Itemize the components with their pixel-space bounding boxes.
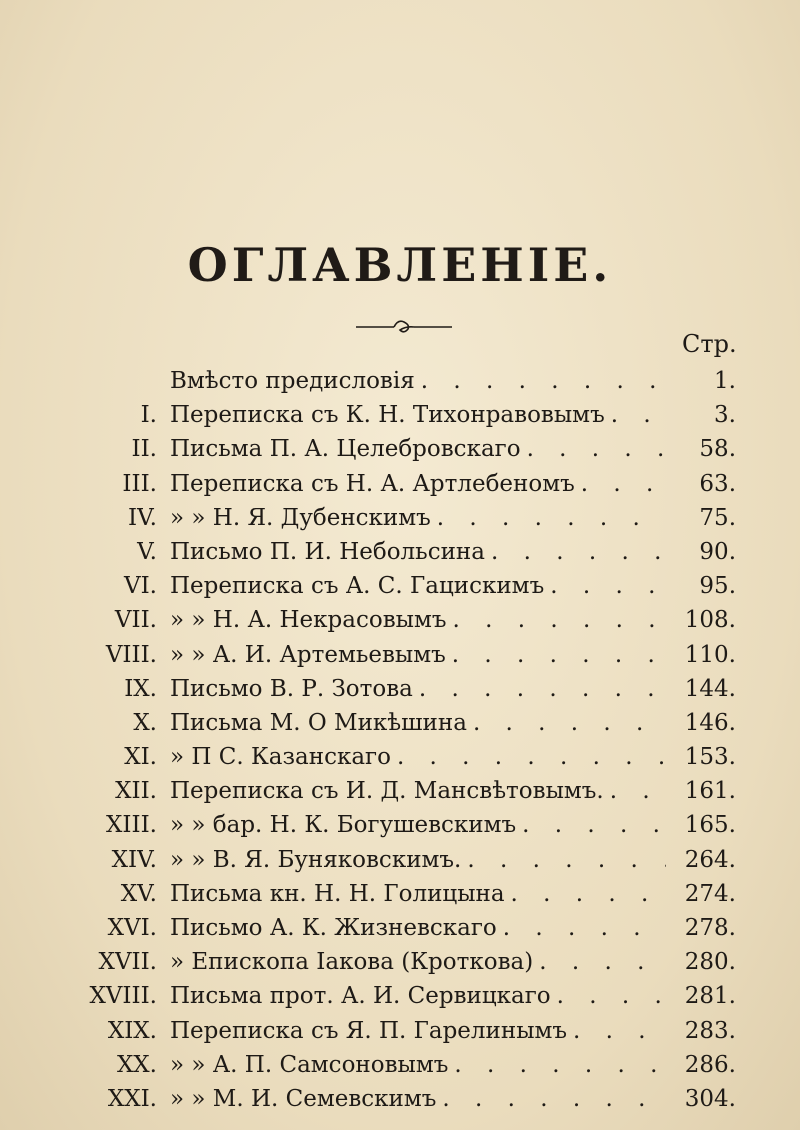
toc-entry-body <box>170 1048 666 1082</box>
toc-entry-numeral: XX. <box>116 1051 157 1078</box>
dot-leader <box>391 740 666 774</box>
toc-entry-body <box>170 1082 666 1116</box>
toc-entry-title: » » А. П. Самсоновымъ <box>170 1051 449 1078</box>
toc-entry-numeral: VII. <box>114 607 157 634</box>
toc-entry <box>0 603 800 637</box>
toc-entry-numeral: III. <box>122 470 157 497</box>
toc-entry-title: Письма кн. Н. Н. Голицына <box>170 880 505 907</box>
toc-entry-page-number: 153. <box>684 744 736 771</box>
toc-entry-body <box>170 672 666 706</box>
toc-entry <box>0 398 800 432</box>
toc-entry-page-number: 165. <box>684 812 736 839</box>
toc-entry-numeral: XVIII. <box>89 983 157 1010</box>
toc-entry-numeral: XVII. <box>98 949 157 976</box>
toc-entry-body <box>170 877 666 911</box>
dot-leader <box>505 877 666 911</box>
toc-entry-title: Переписка съ А. С. Гацискимъ <box>170 573 545 600</box>
toc-entry-page-number: 274. <box>684 880 736 907</box>
toc-entry <box>0 672 800 706</box>
toc-entry-page-number: 280. <box>684 949 736 976</box>
toc-entry-page-number: 161. <box>684 778 736 805</box>
toc-entry-numeral: VI. <box>123 573 157 600</box>
toc-entry-body <box>170 740 666 774</box>
dot-leader <box>485 535 666 569</box>
toc-entry-title: Письма прот. А. И. Сервицкаго <box>170 983 551 1010</box>
toc-entry-body <box>170 1014 666 1048</box>
dot-leader <box>497 911 666 945</box>
toc-entry-page-number: 281. <box>684 983 736 1010</box>
toc-entry-page-number: 3. <box>714 402 736 429</box>
dot-leader <box>448 1048 666 1082</box>
toc-entry-title: » П С. Казанскаго <box>170 744 391 771</box>
toc-entry <box>0 432 800 466</box>
page-column-header: Стр. <box>682 330 737 358</box>
toc-entry <box>0 501 800 535</box>
toc-entry-title: Письмо А. К. Жизневскаго <box>170 915 497 941</box>
toc-entry-body <box>170 638 666 672</box>
dot-leader <box>605 398 666 432</box>
toc-entry-title: Письмо В. Р. Зотова <box>170 675 413 702</box>
dot-leader <box>533 945 666 979</box>
toc-entry <box>0 740 800 774</box>
toc-entry-body <box>170 774 666 808</box>
dot-leader <box>516 808 666 842</box>
toc-entry-numeral: V. <box>137 538 157 565</box>
toc-entry-numeral: IX. <box>124 675 157 702</box>
toc-entry-numeral: II. <box>131 436 157 463</box>
toc-entry-numeral: VIII. <box>105 641 157 668</box>
toc-entry-title: » » бар. Н. К. Богушевскимъ <box>170 812 517 839</box>
dot-leader <box>551 979 666 1013</box>
toc-entry-page-number: 264. <box>684 846 736 873</box>
dot-leader <box>567 1014 666 1048</box>
toc-entry-title: Переписка съ И. Д. Мансвѣтовымъ. <box>170 778 604 805</box>
toc-entry-body <box>170 569 666 603</box>
toc-entry-numeral: XIX. <box>107 1017 157 1044</box>
toc-entry-body <box>170 843 666 877</box>
toc-entry-title: Переписка съ Н. А. Артлебеномъ <box>170 470 575 497</box>
dot-leader <box>413 672 666 706</box>
toc-entry-title: Письма П. А. Целебровскаго <box>170 436 521 463</box>
toc-entry <box>0 638 800 672</box>
dot-leader <box>604 774 666 808</box>
dot-leader <box>415 364 666 398</box>
toc-entry-title: Письмо П. И. Небольсина <box>170 538 485 565</box>
toc-entry-body <box>170 706 666 740</box>
toc-entry <box>0 569 800 603</box>
toc-entry-page-number: 75. <box>699 504 736 531</box>
toc-entry-numeral: XV. <box>120 880 157 907</box>
toc-entry-title: » » А. И. Артемьевымъ <box>170 641 446 668</box>
toc-entry <box>0 808 800 842</box>
dot-leader <box>446 638 666 672</box>
toc-entry-body <box>170 535 666 569</box>
toc-entry-numeral: XVI. <box>107 915 157 941</box>
toc-entry-page-number: 144. <box>684 675 736 702</box>
dot-leader <box>461 843 666 877</box>
toc-entry-numeral: XIV. <box>111 846 157 873</box>
toc-entry-title: Переписка съ К. Н. Тихонравовымъ <box>170 402 605 429</box>
toc-entry-numeral: I. <box>140 402 157 429</box>
toc-entry <box>0 945 800 979</box>
dot-leader <box>431 501 666 535</box>
toc-entry <box>0 877 800 911</box>
toc-entry-page-number: 278. <box>684 915 736 941</box>
toc-entry <box>0 364 800 398</box>
toc-entry-page-number: 110. <box>684 641 736 668</box>
toc-entry-body <box>170 808 666 842</box>
page-title: ОГЛАВЛЕНІЕ. <box>187 238 613 292</box>
toc-entry-page-number: 58. <box>699 436 736 463</box>
toc-entry-page-number: 304. <box>684 1085 736 1112</box>
toc-entry-body <box>170 432 666 466</box>
toc-entry-page-number: 63. <box>699 470 736 497</box>
toc-entry-page-number: 283. <box>684 1017 736 1044</box>
toc-entry-page-number: 286. <box>684 1051 736 1078</box>
toc-entry-numeral: IV. <box>128 504 157 531</box>
toc-entry <box>0 467 800 501</box>
toc-entry <box>0 706 800 740</box>
toc-entry-body <box>170 911 666 945</box>
toc-entry <box>0 535 800 569</box>
toc-entry <box>0 911 800 945</box>
toc-entry-title: Письма М. О Микѣшина <box>170 709 467 736</box>
toc-entry-numeral: XI. <box>124 744 157 771</box>
dot-leader <box>575 467 666 501</box>
toc-entry <box>0 774 800 808</box>
dot-leader <box>436 1082 666 1116</box>
toc-entry-title: Переписка съ Я. П. Гарелинымъ <box>170 1017 568 1044</box>
toc-entry-numeral: XII. <box>115 778 157 805</box>
toc-entry-body <box>170 467 666 501</box>
dot-leader <box>446 603 666 637</box>
toc-entry-body <box>170 979 666 1013</box>
toc-entry-title: » Епископа Іакова (Кроткова) <box>170 949 534 976</box>
toc-entry-title: » » Н. А. Некрасовымъ <box>170 607 447 634</box>
toc-entry <box>0 1014 800 1048</box>
toc-entry-page-number: 90. <box>699 538 736 565</box>
toc-entry-title: » » В. Я. Буняковскимъ. <box>170 846 462 873</box>
toc-entry-page-number: 146. <box>684 709 736 736</box>
toc-entry-numeral: XIII. <box>106 812 157 839</box>
toc-entry-body <box>170 364 666 398</box>
toc-entry-page-number: 108. <box>684 607 736 634</box>
toc-entry-title: » » Н. Я. Дубенскимъ <box>170 504 431 531</box>
toc-entry <box>0 1082 800 1116</box>
toc-entry-page-number: 1. <box>714 368 736 394</box>
toc-entry-numeral: X. <box>133 709 157 736</box>
dot-leader <box>521 432 666 466</box>
toc-entry <box>0 843 800 877</box>
toc-entry-title: Вмѣсто предисловія <box>170 368 415 394</box>
toc-entry <box>0 1048 800 1082</box>
dot-leader <box>544 569 666 603</box>
toc-entry-body <box>170 945 666 979</box>
toc-entry-body <box>170 501 666 535</box>
toc-entry-title: » » М. И. Семевскимъ <box>170 1085 437 1112</box>
toc-entry-body <box>170 398 666 432</box>
toc-entry-page-number: 95. <box>699 573 736 600</box>
dot-leader <box>467 706 666 740</box>
toc-entry-body <box>170 603 666 637</box>
toc-entry <box>0 979 800 1013</box>
table-of-contents <box>0 364 800 1116</box>
toc-entry-numeral: XXI. <box>107 1085 157 1112</box>
ornament-divider-icon <box>354 316 454 338</box>
